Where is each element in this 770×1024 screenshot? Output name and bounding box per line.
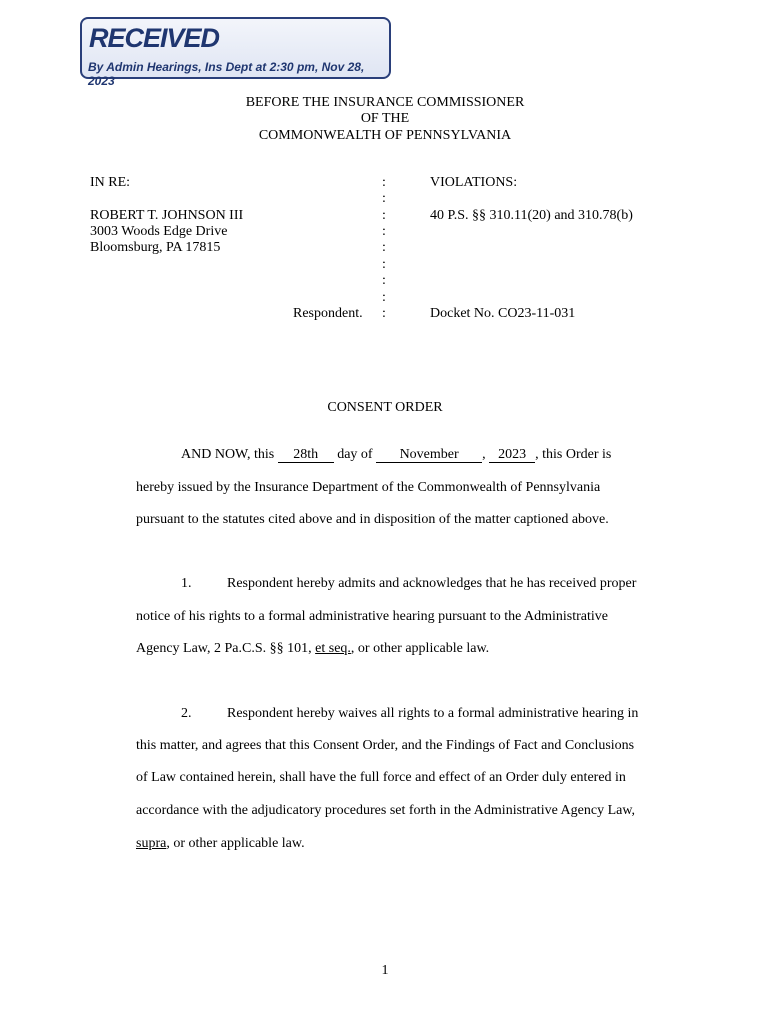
caption-colon: :	[382, 208, 386, 223]
et-seq-citation: et seq.	[315, 641, 351, 656]
page-number: 1	[381, 963, 389, 978]
para-1-text: , or other applicable law.	[350, 641, 490, 656]
caption-colon: :	[382, 191, 386, 206]
order-title: CONSENT ORDER	[327, 400, 443, 415]
caption-colon: :	[382, 257, 386, 272]
caption-colon: :	[382, 306, 386, 321]
respondent-address-1: 3003 Woods Edge Drive	[90, 224, 228, 239]
header-line-3: COMMONWEALTH OF PENNSYLVANIA	[258, 128, 512, 143]
para-1-line-2: notice of his rights to a formal administrative hearing pursuant to the Administrative	[136, 609, 609, 624]
para-2-line-1: Respondent hereby waives all rights to a formal administrative hearing in	[227, 706, 639, 721]
para-1-number: 1.	[181, 576, 192, 591]
para-1-line-3	[136, 641, 489, 657]
year-field: 2023	[489, 448, 535, 463]
in-re-label: IN RE:	[90, 175, 131, 190]
stamp-title: RECEIVED	[89, 23, 220, 53]
intro-text: , this Order is	[535, 447, 612, 462]
intro-text: AND NOW, this	[181, 447, 278, 462]
docket-number: Docket No. CO23-11-031	[430, 306, 576, 321]
caption-colon: :	[382, 175, 386, 190]
para-2-line-5	[136, 836, 305, 852]
intro-line-2: hereby issued by the Insurance Department of the Commonwealth of Pennsylvania	[136, 480, 601, 495]
header-line-1: BEFORE THE INSURANCE COMMISSIONER	[245, 95, 525, 110]
stamp-subtitle: By Admin Hearings, Ins Dept at 2:30 pm, Nov 28, 2023	[88, 60, 365, 88]
para-2-line-4: accordance with the adjudicatory procedures set forth in the Administrative Agency Law,	[136, 803, 636, 818]
intro-line-3: pursuant to the statutes cited above and in disposition of the matter captioned above.	[136, 512, 609, 527]
supra-citation: supra	[136, 836, 167, 851]
header-line-2: OF THE	[360, 111, 410, 126]
para-2-line-3: of Law contained herein, shall have the full force and effect of an Order duly entered in	[136, 770, 626, 785]
respondent-label: Respondent.	[293, 306, 363, 321]
para-2-number: 2.	[181, 706, 192, 721]
caption-colon: :	[382, 290, 386, 305]
violations-label: VIOLATIONS:	[430, 175, 518, 190]
month-field: November	[376, 448, 482, 463]
caption-colon: :	[382, 224, 386, 239]
violations-text: 40 P.S. §§ 310.11(20) and 310.78(b)	[430, 208, 633, 223]
intro-text: ,	[482, 447, 490, 462]
respondent-name: ROBERT T. JOHNSON III	[90, 208, 244, 223]
received-stamp	[80, 17, 391, 88]
para-1-line-1: Respondent hereby admits and acknowledges that he has received proper	[227, 576, 637, 591]
caption-colon: :	[382, 273, 386, 288]
intro-text: day of	[333, 447, 377, 462]
respondent-address-2: Bloomsburg, PA 17815	[90, 240, 221, 255]
caption-colon: :	[382, 240, 386, 255]
para-2-line-2: this matter, and agrees that this Consent Order, and the Findings of Fact and Conclusions	[136, 738, 635, 753]
para-2-text: , or other applicable law.	[166, 836, 305, 851]
intro-line-1	[181, 447, 611, 463]
para-1-text: Agency Law, 2 Pa.C.S. §§ 101,	[136, 641, 316, 656]
day-field: 28th	[278, 448, 334, 463]
